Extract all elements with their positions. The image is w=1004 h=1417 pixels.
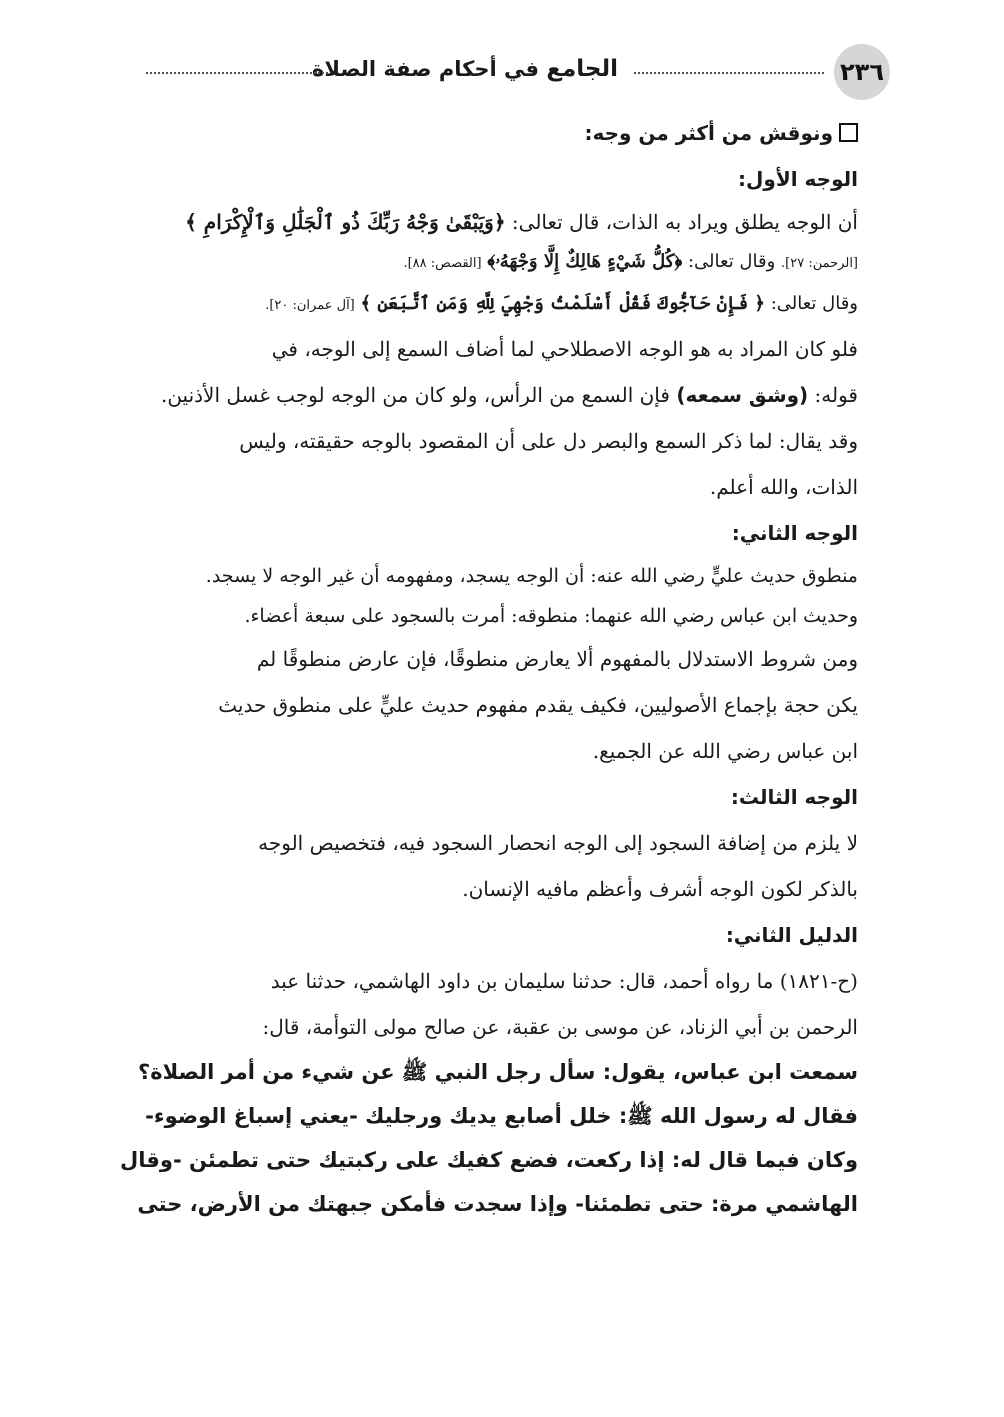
paragraph-line: منطوق حديث عليٍّ رضي الله عنه: أن الوجه يسجد، ومفهومه أن غير الوجه لا يسجد. [205, 565, 858, 587]
checkbox-icon [839, 123, 858, 142]
paragraph-line: ابن عباس رضي الله عن الجميع. [592, 739, 858, 763]
heading-third-aspect: الوجه الثالث: [730, 785, 858, 809]
paragraph-line: وقد يقال: لما ذكر السمع والبصر دل على أن المقصود بالوجه حقيقته، وليس [239, 429, 858, 453]
verse-reference: [آل عمران: ٢٠]. [265, 298, 355, 313]
paragraph-line: ومن شروط الاستدلال بالمفهوم ألا يعارض منطوقًا، فإن عارض منطوقًا لم [256, 647, 858, 671]
paragraph-line: الرحمن بن أبي الزناد، عن موسى بن عقبة، عن صالح مولى التوأمة، قال: [262, 1015, 858, 1039]
header-dotted-rule-right [634, 72, 824, 74]
paragraph-line: أن الوجه يطلق ويراد به الذات، قال تعالى: ﴿وَيَبْقَىٰ وَجْهُ رَبِّكَ ذُو ٱلْجَلَٰلِ وَٱلْإِكْرَامِ ﴾ [185, 210, 858, 234]
quoted-phrase: (وشق سمعه) [676, 383, 809, 407]
hadith-text-line: سمعت ابن عباس، يقول: سأل رجل النبي ﷺ عن شيء من أمر الصلاة؟ [138, 1060, 858, 1084]
verse-reference: [الرحمن: ٢٧]. [781, 256, 858, 271]
paragraph-line: قوله: (وشق سمعه) فإن السمع من الرأس، ولو كان من الوجه لوجب غسل الأذنين. [160, 383, 858, 407]
paragraph-line: بالذكر لكون الوجه أشرف وأعظم مافيه الإنسان. [462, 877, 858, 901]
header-dotted-rule-left [146, 72, 328, 74]
quran-verse: ﴿كُلُّ شَيْءٍ هَالِكٌ إِلَّا وَجْهَهُۥ﴾ [487, 251, 683, 272]
hadith-text-line: وكان فيما قال له: إذا ركعت، فضع كفيك على ركبتيك حتى تطمئن -وقال [120, 1148, 858, 1172]
heading-second-aspect: الوجه الثاني: [731, 521, 858, 545]
paragraph-line: يكن حجة بإجماع الأصوليين، فكيف يقدم مفهوم حديث عليٍّ على منطوق حديث [218, 693, 858, 717]
running-title [312, 56, 618, 82]
paragraph-line: وحديث ابن عباس رضي الله عنهما: منطوقه: أمرت بالسجود على سبعة أعضاء. [244, 605, 858, 627]
quran-verse: ﴿وَيَبْقَىٰ وَجْهُ رَبِّكَ ذُو ٱلْجَلَٰلِ وَٱلْإِكْرَامِ ﴾ [185, 210, 506, 234]
book-subtitle: في أحكام صفة الصلاة [311, 57, 539, 81]
hadith-text-line: فقال له رسول الله ﷺ: خلل أصابع يديك ورجليك -يعني إسباغ الوضوء- [145, 1104, 858, 1128]
paragraph-line: [الرحمن: ٢٧]. وقال تعالى: ﴿كُلُّ شَيْءٍ هَالِكٌ إِلَّا وَجْهَهُۥ﴾ [القصص: ٨٨]. [403, 251, 858, 272]
page-header [146, 44, 890, 102]
heading-second-evidence: الدليل الثاني: [725, 923, 858, 947]
paragraph-line: وقال تعالى: ﴿ فَإِنْ حَآجُّوكَ فَقُلْ أَسْلَمْتُ وَجْهِيَ لِلَّهِ وَمَنِ ٱتَّبَعَنِ ﴾ [آل عمران: ٢٠]. [265, 293, 858, 314]
quran-verse: ﴿ فَإِنْ حَآجُّوكَ فَقُلْ أَسْلَمْتُ وَجْهِيَ لِلَّهِ وَمَنِ ٱتَّبَعَنِ ﴾ [360, 293, 765, 314]
paragraph-line: فلو كان المراد به هو الوجه الاصطلاحي لما أضاف السمع إلى الوجه، في [271, 337, 858, 361]
page-body [114, 110, 858, 1226]
paragraph-line: لا يلزم من إضافة السجود إلى الوجه انحصار السجود فيه، فتخصيص الوجه [258, 831, 858, 855]
hadith-text-line: الهاشمي مرة: حتى تطمئنا- وإذا سجدت فأمكن جبهتك من الأرض، حتى [137, 1192, 858, 1216]
heading-first-aspect: الوجه الأول: [738, 167, 858, 191]
paragraph-line: الذات، والله أعلم. [709, 475, 858, 499]
section-intro: ونوقش من أكثر من وجه: [114, 110, 858, 156]
verse-reference: [القصص: ٨٨]. [403, 256, 482, 271]
book-title: الجامع [546, 56, 618, 82]
paragraph-line: (ح-١٨٢١) ما رواه أحمد، قال: حدثنا سليمان بن داود الهاشمي، حدثنا عبد [270, 969, 858, 993]
page-number-badge: ٢٣٦ [834, 44, 890, 100]
